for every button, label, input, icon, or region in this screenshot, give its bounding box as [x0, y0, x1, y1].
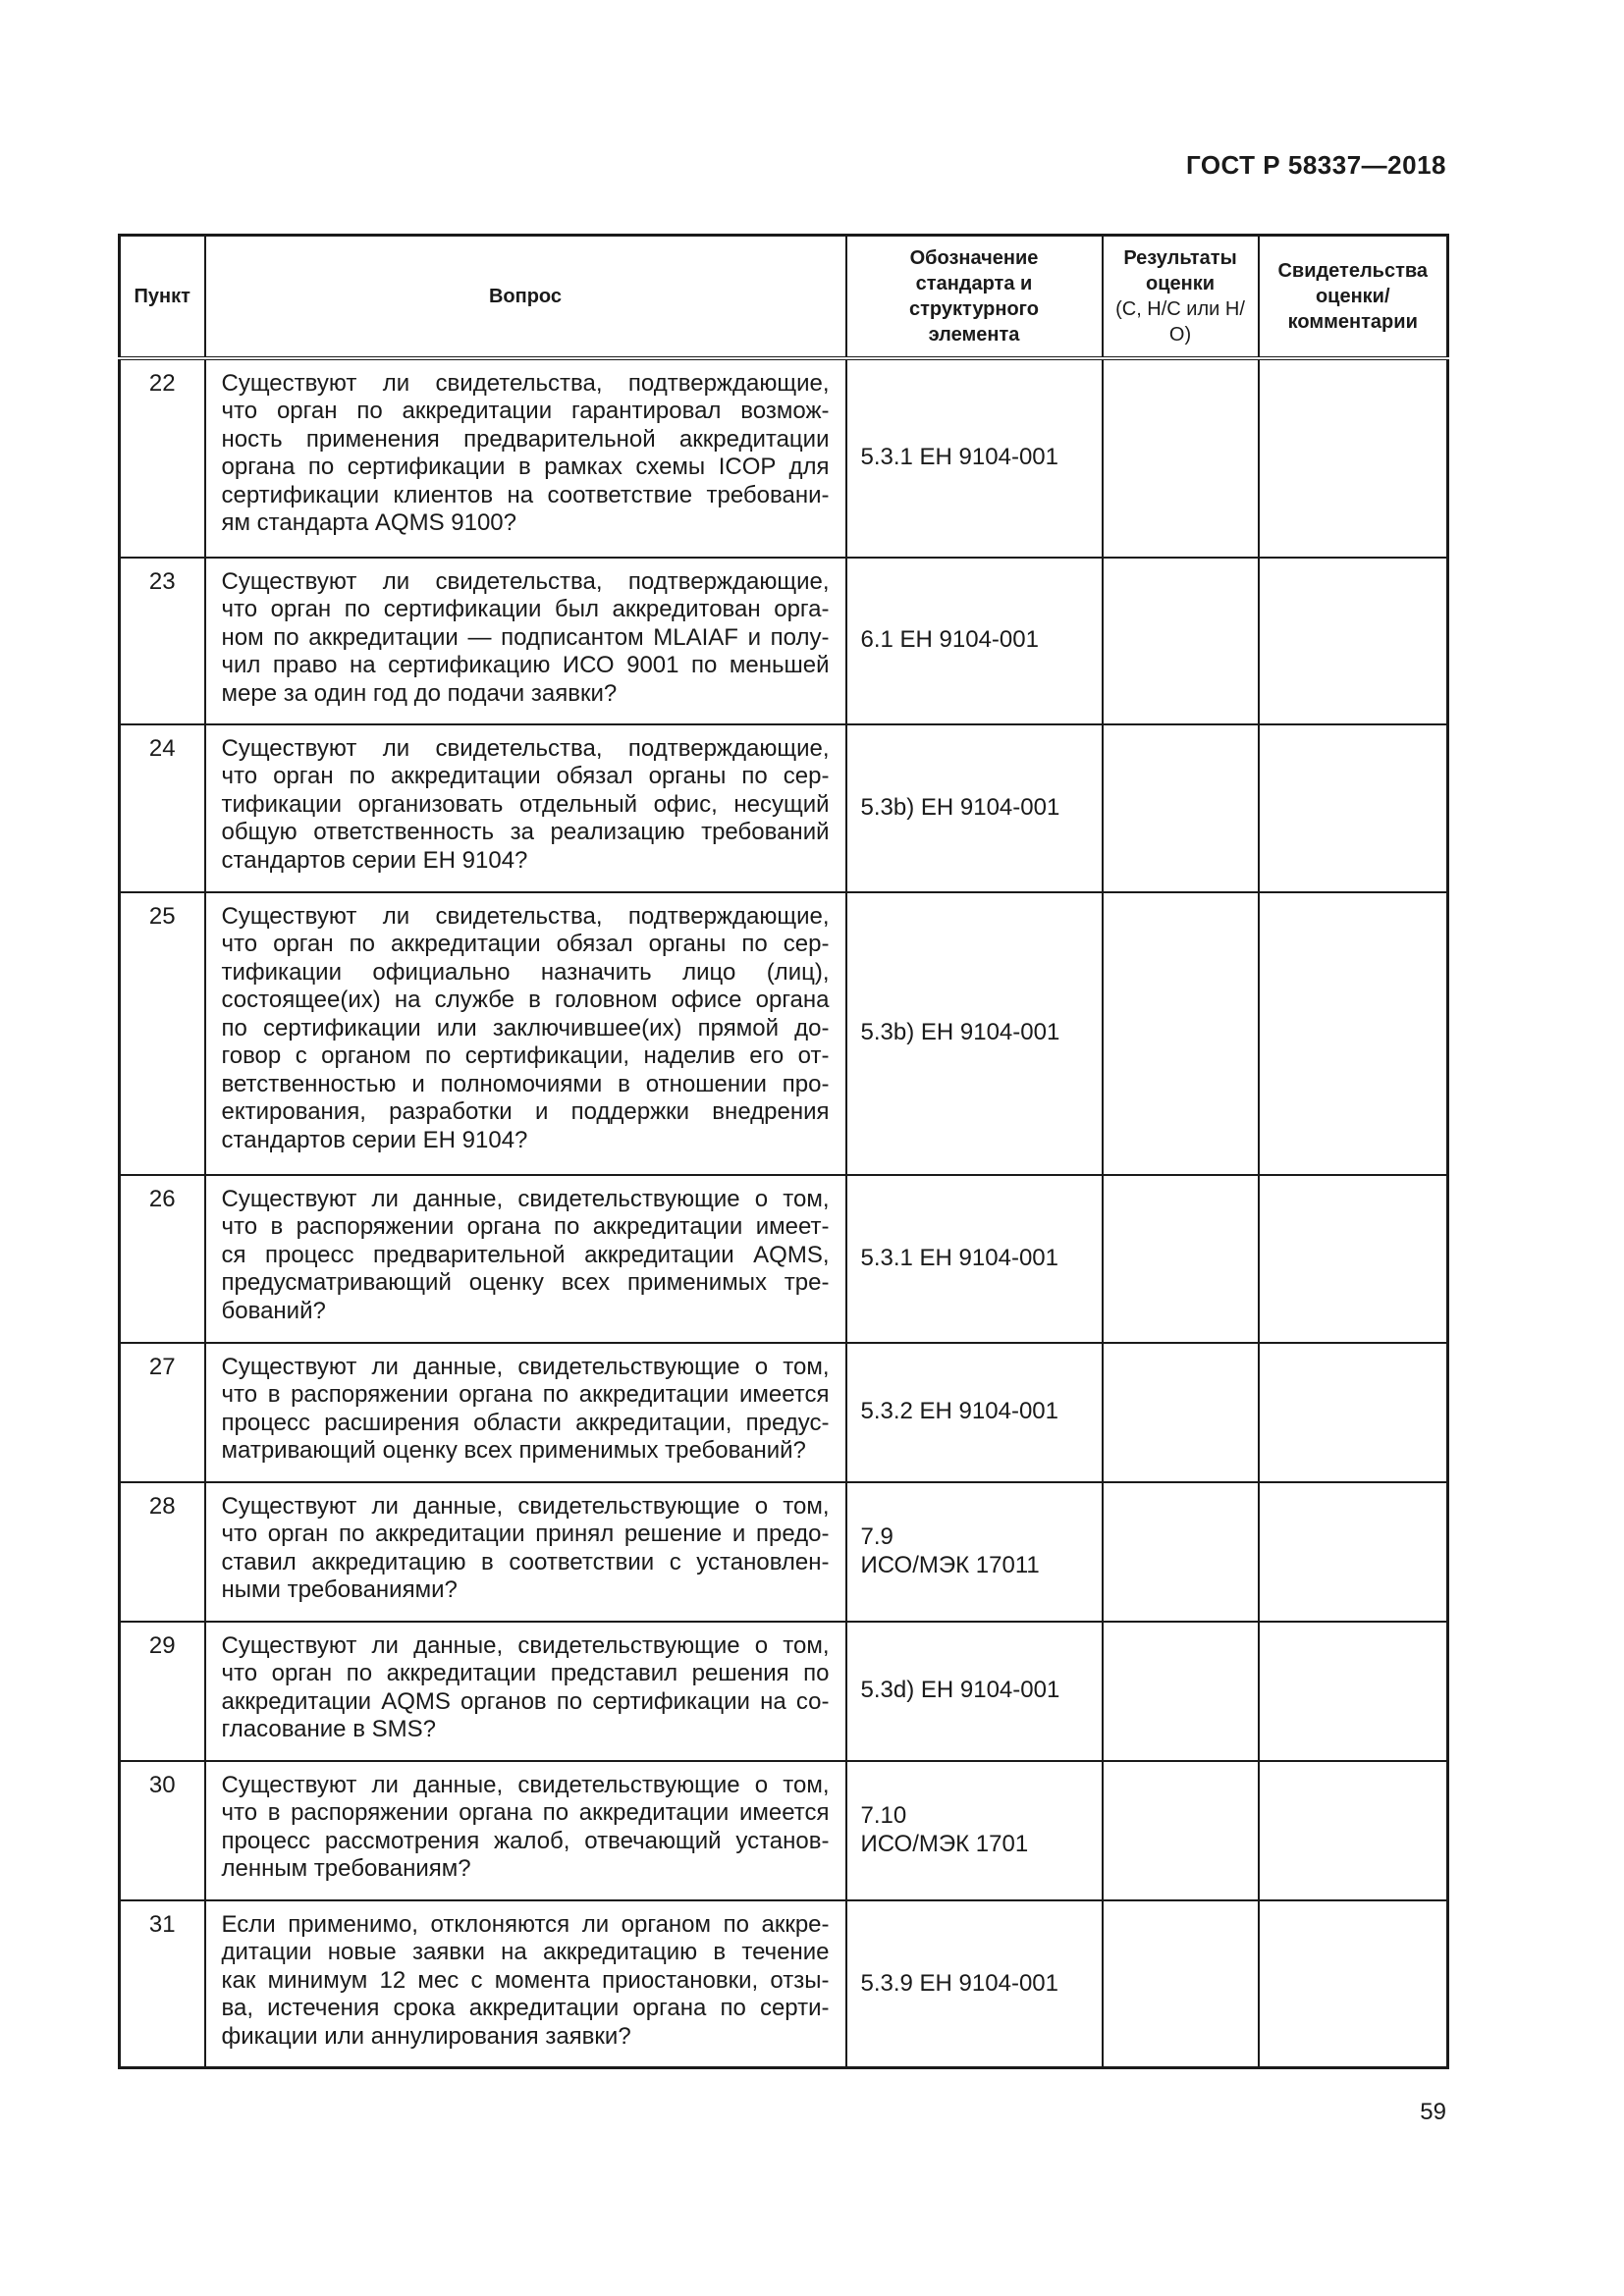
- question-line: сертификации клиентов на соответствие требовани-: [221, 481, 830, 508]
- assessment-result-cell: [1103, 1622, 1259, 1761]
- standard-reference: 5.3b) ЕН 9104-001: [846, 892, 1103, 1175]
- table-row: [120, 892, 1448, 1175]
- question-line: Если применимо, отклоняются ли органом по аккре-: [221, 1910, 830, 1938]
- question-line: ными требованиями?: [221, 1576, 458, 1603]
- column-header-results-title: Результаты оценки: [1123, 246, 1237, 294]
- question-line: говор с органом по сертификации, наделив его от-: [221, 1042, 830, 1069]
- question-text: [205, 1900, 846, 2068]
- standard-reference: 7.10 ИСО/МЭК 1701: [846, 1761, 1103, 1900]
- question-line: ва, истечения срока аккредитации органа по серти-: [221, 1995, 830, 2021]
- standard-reference: 5.3.1 ЕН 9104-001: [846, 1175, 1103, 1343]
- question-line: стандартов серии ЕН 9104?: [221, 846, 528, 874]
- question-line: матривающий оценку всех применимых требований?: [221, 1437, 806, 1464]
- question-line: тификации официально назначить лицо (лиц),: [221, 958, 830, 986]
- evidence-comments-cell: [1259, 1622, 1448, 1761]
- item-number: 31: [120, 1900, 205, 2068]
- question-line: стандартов серии ЕН 9104?: [221, 1126, 528, 1153]
- evidence-comments-cell: [1259, 1343, 1448, 1482]
- question-line: что орган по аккредитации принял решение и предо-: [221, 1521, 830, 1547]
- evidence-comments-cell: [1259, 358, 1448, 558]
- standard-reference: 5.3b) ЕН 9104-001: [846, 724, 1103, 892]
- evidence-comments-cell: [1259, 892, 1448, 1175]
- item-number: 28: [120, 1482, 205, 1622]
- question-line: аккредитации AQMS органов по сертификации на со-: [221, 1687, 830, 1715]
- table-row: [120, 1761, 1448, 1900]
- assessment-result-cell: [1103, 1482, 1259, 1622]
- question-line: ектирования, разработки и поддержки внедрения: [221, 1098, 830, 1125]
- evidence-comments-cell: [1259, 724, 1448, 892]
- item-number: 27: [120, 1343, 205, 1482]
- column-header-item: Пункт: [120, 236, 205, 358]
- question-line: Существуют ли данные, свидетельствующие о том,: [221, 1631, 830, 1659]
- question-line: что орган по сертификации был аккредитован орга-: [221, 596, 830, 622]
- item-number: 24: [120, 724, 205, 892]
- evidence-comments-cell: [1259, 1900, 1448, 2068]
- question-line: что орган по аккредитации обязал органы по сер-: [221, 931, 830, 957]
- column-header-results: [1103, 236, 1259, 358]
- question-line: что орган по аккредитации представил решения по: [221, 1660, 830, 1686]
- item-number: 26: [120, 1175, 205, 1343]
- question-line: чил право на сертификацию ИСО 9001 по меньшей: [221, 652, 830, 678]
- question-line: ном по аккредитации — подписантом MLAIAF и полу-: [221, 623, 830, 651]
- question-line: фикации или аннулирования заявки?: [221, 2022, 631, 2050]
- question-line: Существуют ли данные, свидетельствующие о том,: [221, 1771, 830, 1798]
- table-row: [120, 1900, 1448, 2068]
- question-line: ленным требованиям?: [221, 1855, 471, 1882]
- assessment-result-cell: [1103, 1761, 1259, 1900]
- question-line: процесс расширения области аккредитации, предус-: [221, 1409, 830, 1436]
- question-line: как минимум 12 мес с момента приостановки, отзы-: [221, 1966, 830, 1994]
- question-line: что орган по аккредитации обязал органы по сер-: [221, 763, 830, 789]
- item-number: 22: [120, 358, 205, 558]
- page-number: 59: [1420, 2099, 1446, 2125]
- item-number: 30: [120, 1761, 205, 1900]
- question-text: [205, 1482, 846, 1622]
- question-line: по сертификации или заключившее(их) прямой до-: [221, 1014, 830, 1041]
- assessment-checklist-table: [118, 234, 1449, 2069]
- question-line: дитации новые заявки на аккредитацию в течение: [221, 1939, 830, 1965]
- question-text: [205, 558, 846, 724]
- standard-reference: 5.3.1 ЕН 9104-001: [846, 358, 1103, 558]
- question-line: Существуют ли свидетельства, подтверждающие,: [221, 734, 830, 762]
- table-row: [120, 724, 1448, 892]
- evidence-comments-cell: [1259, 1761, 1448, 1900]
- question-line: процесс рассмотрения жалоб, отвечающий установ-: [221, 1827, 830, 1854]
- evidence-comments-cell: [1259, 1175, 1448, 1343]
- standard-reference: 7.9 ИСО/МЭК 17011: [846, 1482, 1103, 1622]
- question-line: что орган по аккредитации гарантировал возмож-: [221, 398, 830, 424]
- standard-reference: 6.1 ЕН 9104-001: [846, 558, 1103, 724]
- assessment-result-cell: [1103, 724, 1259, 892]
- question-line: Существуют ли свидетельства, подтверждающие,: [221, 369, 830, 397]
- column-header-question: Вопрос: [205, 236, 846, 358]
- item-number: 25: [120, 892, 205, 1175]
- question-line: Существуют ли данные, свидетельствующие о том,: [221, 1353, 830, 1380]
- question-text: [205, 892, 846, 1175]
- question-text: [205, 1343, 846, 1482]
- question-line: ветственностью и полномочиями в отношении про-: [221, 1070, 830, 1097]
- evidence-comments-cell: [1259, 558, 1448, 724]
- question-line: Существуют ли данные, свидетельствующие о том,: [221, 1492, 830, 1520]
- document-designation: ГОСТ Р 58337—2018: [1185, 150, 1446, 180]
- standard-reference: 5.3.9 ЕН 9104-001: [846, 1900, 1103, 2068]
- assessment-result-cell: [1103, 1175, 1259, 1343]
- question-line: предусматривающий оценку всех применимых тре-: [221, 1269, 830, 1296]
- question-text: [205, 1622, 846, 1761]
- question-line: общую ответственность за реализацию требований: [221, 819, 830, 845]
- item-number: 29: [120, 1622, 205, 1761]
- assessment-result-cell: [1103, 892, 1259, 1175]
- table-row: [120, 1343, 1448, 1482]
- table-row: [120, 358, 1448, 558]
- assessment-result-cell: [1103, 1900, 1259, 2068]
- item-number: 23: [120, 558, 205, 724]
- question-text: [205, 1175, 846, 1343]
- question-line: ям стандарта AQMS 9100?: [221, 509, 516, 536]
- question-line: Существуют ли свидетельства, подтверждающие,: [221, 567, 830, 595]
- column-header-evidence: Свидетельства оценки/ комментарии: [1259, 236, 1448, 358]
- question-line: Существуют ли данные, свидетельствующие о том,: [221, 1185, 830, 1212]
- assessment-result-cell: [1103, 1343, 1259, 1482]
- evidence-comments-cell: [1259, 1482, 1448, 1622]
- table-row: [120, 1482, 1448, 1622]
- standard-reference: 5.3.2 ЕН 9104-001: [846, 1343, 1103, 1482]
- table-row: [120, 558, 1448, 724]
- question-line: состоящее(их) на службе в головном офисе органа: [221, 987, 830, 1013]
- question-line: что в распоряжении органа по аккредитации имеется: [221, 1799, 830, 1826]
- column-header-reference: Обозначение стандарта и структурного элемента: [846, 236, 1103, 358]
- question-line: ность применения предварительной аккредитации: [221, 425, 830, 453]
- standard-reference: 5.3d) ЕН 9104-001: [846, 1622, 1103, 1761]
- table-row: [120, 1175, 1448, 1343]
- table-header-row: [120, 236, 1448, 358]
- assessment-result-cell: [1103, 358, 1259, 558]
- question-line: гласование в SMS?: [221, 1716, 436, 1742]
- assessment-result-cell: [1103, 558, 1259, 724]
- question-line: мере за один год до подачи заявки?: [221, 679, 618, 707]
- checklist-body: [120, 358, 1448, 2068]
- question-line: что в распоряжении органа по аккредитации имеет-: [221, 1213, 830, 1240]
- question-line: ставил аккредитацию в соответствии с установлен-: [221, 1548, 830, 1575]
- question-line: бований?: [221, 1297, 326, 1324]
- question-text: [205, 1761, 846, 1900]
- question-line: тификации организовать отдельный офис, несущий: [221, 790, 830, 818]
- question-text: [205, 358, 846, 558]
- question-line: что в распоряжении органа по аккредитации имеется: [221, 1381, 830, 1408]
- question-line: Существуют ли свидетельства, подтверждающие,: [221, 902, 830, 930]
- table-row: [120, 1622, 1448, 1761]
- question-text: [205, 724, 846, 892]
- question-line: ся процесс предварительной аккредитации AQMS,: [221, 1241, 830, 1268]
- question-line: органа по сертификации в рамках схемы ICOP для: [221, 454, 830, 480]
- column-header-results-scale: (С, Н/С или Н/О): [1115, 297, 1245, 346]
